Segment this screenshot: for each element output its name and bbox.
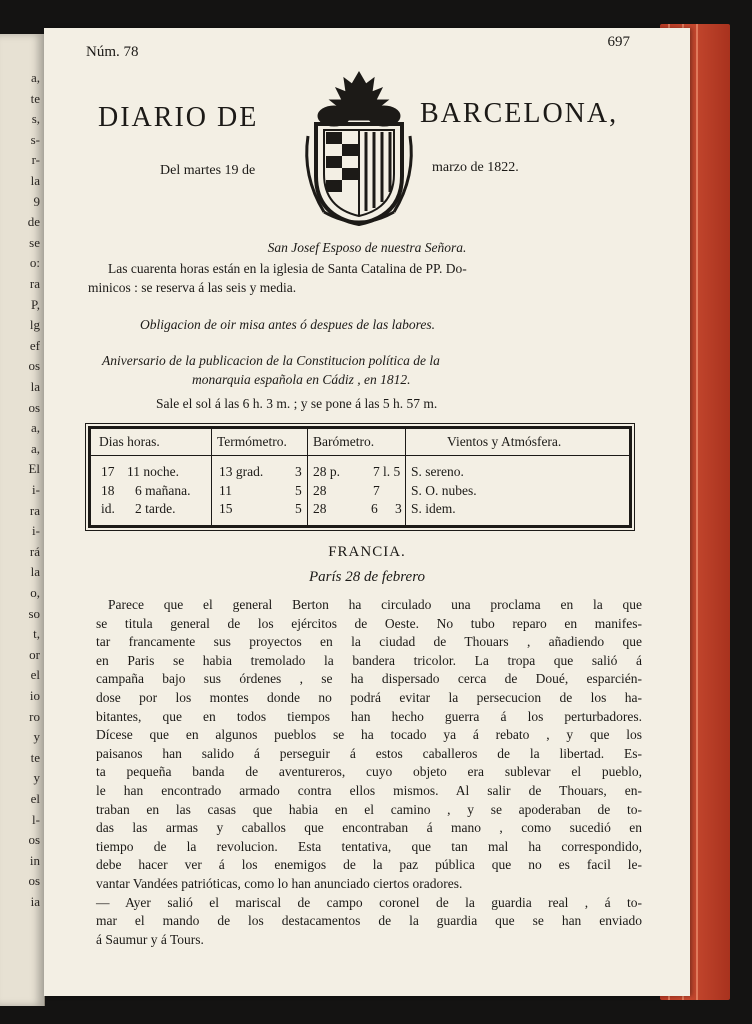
cell-baro-lines: 7 (373, 464, 380, 479)
cell-baro: 28 (313, 501, 327, 516)
cell-wind: S. sereno. (411, 464, 464, 479)
date-left: Del martes 19 de (160, 163, 256, 178)
article-line: mar el mando de los destacamentos de la guardia que se han enviado (96, 913, 642, 929)
left-page-text-fragment: ra (29, 276, 40, 291)
left-page-text-fragment: os (28, 399, 40, 415)
left-page-text-fragment: o: (29, 255, 40, 271)
left-page-text-fragment: el (30, 791, 40, 806)
left-page-text-fragment: te (30, 749, 40, 765)
cell-wind: S. idem. (411, 501, 456, 516)
barcelona-coat-of-arms-icon (294, 66, 424, 226)
cell-hour: 6 mañana. (135, 483, 191, 498)
left-page-text-fragment: ra (29, 502, 40, 518)
article-line: dose por los montes donde no podrá evitar la persecucion de los ha- (96, 689, 642, 705)
left-facing-page (0, 34, 45, 1006)
left-page-text-fragment: s- (30, 131, 40, 147)
article-line: tiempo de la revolucion. Esta tentativa, que tan mal ha correspondido, (96, 838, 642, 854)
cell-baro: 28 (313, 483, 327, 498)
sunrise-sunset-notice: Sale el sol á las 6 h. 3 m. ; y se pone á las 5 h. 57 m. (156, 396, 438, 411)
article-line: vantar Vandées patrióticas, como lo han anunciado ciertos oradores. (96, 875, 463, 891)
left-page-text-fragment: el (30, 667, 40, 683)
left-page-text-fragment: i- (32, 482, 40, 497)
left-page-text-fragment: la (30, 379, 40, 394)
article-line: le han encontrado armado contra ellos mismos. Al salir de Thouars, en- (96, 782, 642, 798)
table-row (91, 482, 629, 500)
forty-hours-notice-line-1: Las cuarenta horas están en la iglesia de Santa Catalina de PP. Do- (108, 261, 467, 276)
cell-baro: 28 p. (313, 464, 340, 479)
masthead-title-left: DIARIO DE (98, 102, 259, 133)
left-page-text-fragment: rá (29, 543, 40, 559)
cell-hour: 11 noche. (127, 464, 179, 479)
article-line: das las armas y caballos que encontraban á mano , como sucedió en (96, 820, 642, 836)
left-page-text-fragment: io (29, 688, 40, 703)
cell-baro-lines: 7 (373, 483, 380, 498)
cell-day: id. (101, 501, 115, 516)
left-page-text-fragment: ia (30, 894, 40, 909)
left-page-text-fragment: s, (31, 111, 40, 127)
saint-of-the-day: San Josef Esposo de nuestra Señora. (267, 240, 467, 255)
left-page-text-fragment: os (28, 832, 40, 848)
cell-temp: 13 grad. (219, 464, 264, 479)
article-line: debe hacer ver á los enemigos de la paz pública que no es facil le- (96, 857, 642, 873)
cell-temp: 15 (219, 501, 233, 516)
section-heading-francia: FRANCIA. (328, 544, 406, 560)
left-page-text-fragment: in (29, 852, 40, 868)
cell-temp-sub: 5 (295, 501, 302, 516)
article-line: traban en las casas que habia en el camino , y se apoderaban de to- (96, 801, 642, 817)
left-page-text-fragment: t, (33, 626, 40, 642)
header-thermometer: Termómetro. (217, 434, 287, 449)
left-page-text-fragment: y (33, 729, 40, 745)
article-dateline: París 28 de febrero (309, 569, 425, 585)
cell-temp-sub: 3 (295, 464, 302, 479)
cell-baro-sub: 3 (395, 501, 402, 516)
cell-hour: 2 tarde. (135, 501, 176, 516)
left-page-text-fragment: 9 (33, 193, 40, 209)
left-page-text-fragment: o, (30, 585, 40, 600)
header-days-hours: Dias horas. (99, 434, 160, 449)
cell-temp: 11 (219, 483, 232, 498)
header-winds: Vientos y Atmósfera. (447, 434, 562, 449)
left-page-text-fragment: a, (30, 440, 40, 456)
article-line: en Paris se habia tremolado la bandera tricolor. La tropa que salió á (96, 652, 642, 668)
cell-day: 18 (101, 483, 115, 498)
page-number: 697 (607, 34, 630, 50)
anniversary-notice-line-1: Aniversario de la publicacion de la Constitucion política de la (102, 353, 440, 368)
article-line: á Saumur y á Tours. (96, 931, 204, 947)
left-page-text-fragment: ef (29, 337, 40, 353)
cell-baro-lines: 6 (371, 501, 378, 516)
left-page-text-fragment: os (28, 358, 40, 374)
left-page-text-fragment: or (29, 646, 40, 662)
anniversary-notice-line-2: monarquia española en Cádiz , en 1812. (192, 372, 411, 387)
left-page-text-fragment: te (30, 90, 40, 106)
cell-baro-sub: l. 5 (383, 464, 401, 479)
left-page-text-fragment: lg (29, 317, 40, 333)
article-body (96, 596, 642, 949)
article-line: paisanos han salido á perseguir á estos caballeros de la libertad. Es- (96, 745, 642, 761)
left-page-text-fragment: se (29, 234, 40, 250)
article-line: campaña bajo sus órdenes , se ha dispersado cerca de Doué, esparcién- (96, 671, 642, 687)
newspaper-page (44, 28, 690, 996)
cell-temp-sub: 5 (295, 483, 302, 498)
article-line: Dícese que en algunos pueblos se ha tocado ya á rebato , y que los (96, 727, 642, 743)
article-line: se titula general de los ejércitos de Oeste. No tubo reparo en manifes- (96, 615, 642, 631)
left-page-text-fragment: so (28, 605, 40, 621)
article-line: bitantes, que en todos tiempos han hecho guerra á los perturbadores. (96, 708, 642, 724)
left-page-text-fragment: r- (31, 152, 40, 168)
cell-wind: S. O. nubes. (411, 483, 477, 498)
article-line: Parece que el general Berton ha circulado una proclama en la que (108, 597, 642, 612)
forty-hours-notice-line-2: minicos : se reserva á las seis y media. (88, 280, 297, 295)
left-page-text-fragment: ro (29, 708, 40, 724)
article-line: tar francamente sus proyectos en la ciudad de Thouars , añadiendo que (96, 634, 642, 650)
left-page-text-fragment: l- (32, 811, 40, 827)
date-right: marzo de 1822. (432, 160, 519, 175)
left-page-text-fragment: P, (30, 296, 40, 312)
header-barometer: Barómetro. (313, 434, 375, 449)
left-page-text-fragment: El (28, 461, 40, 477)
weather-observations-table (88, 426, 632, 528)
left-page-text-fragment: os (28, 873, 40, 889)
masthead-title-right: BARCELONA, (420, 98, 619, 129)
left-page-text-fragment: i- (32, 523, 40, 539)
table-row (91, 463, 629, 481)
issue-number: Núm. 78 (86, 44, 139, 60)
left-page-text-fragment: la (30, 173, 40, 188)
left-page-text-fragment: a, (30, 70, 40, 85)
left-page-text-fragment: de (27, 214, 40, 230)
mass-obligation-notice: Obligacion de oir misa antes ó despues de las labores. (140, 317, 435, 332)
left-page-text-fragment: y (33, 770, 40, 786)
cell-day: 17 (101, 464, 115, 479)
left-page-text-fragment: a, (30, 420, 40, 436)
left-page-text-fragment: la (30, 564, 40, 580)
table-row (91, 500, 629, 518)
article-line: ta pequeña banda de aventureros, cuyo objeto era sublevar el pueblo, (96, 764, 642, 780)
article-line: — Ayer salió el mariscal de campo coronel de la guardia real , á to- (96, 894, 642, 910)
